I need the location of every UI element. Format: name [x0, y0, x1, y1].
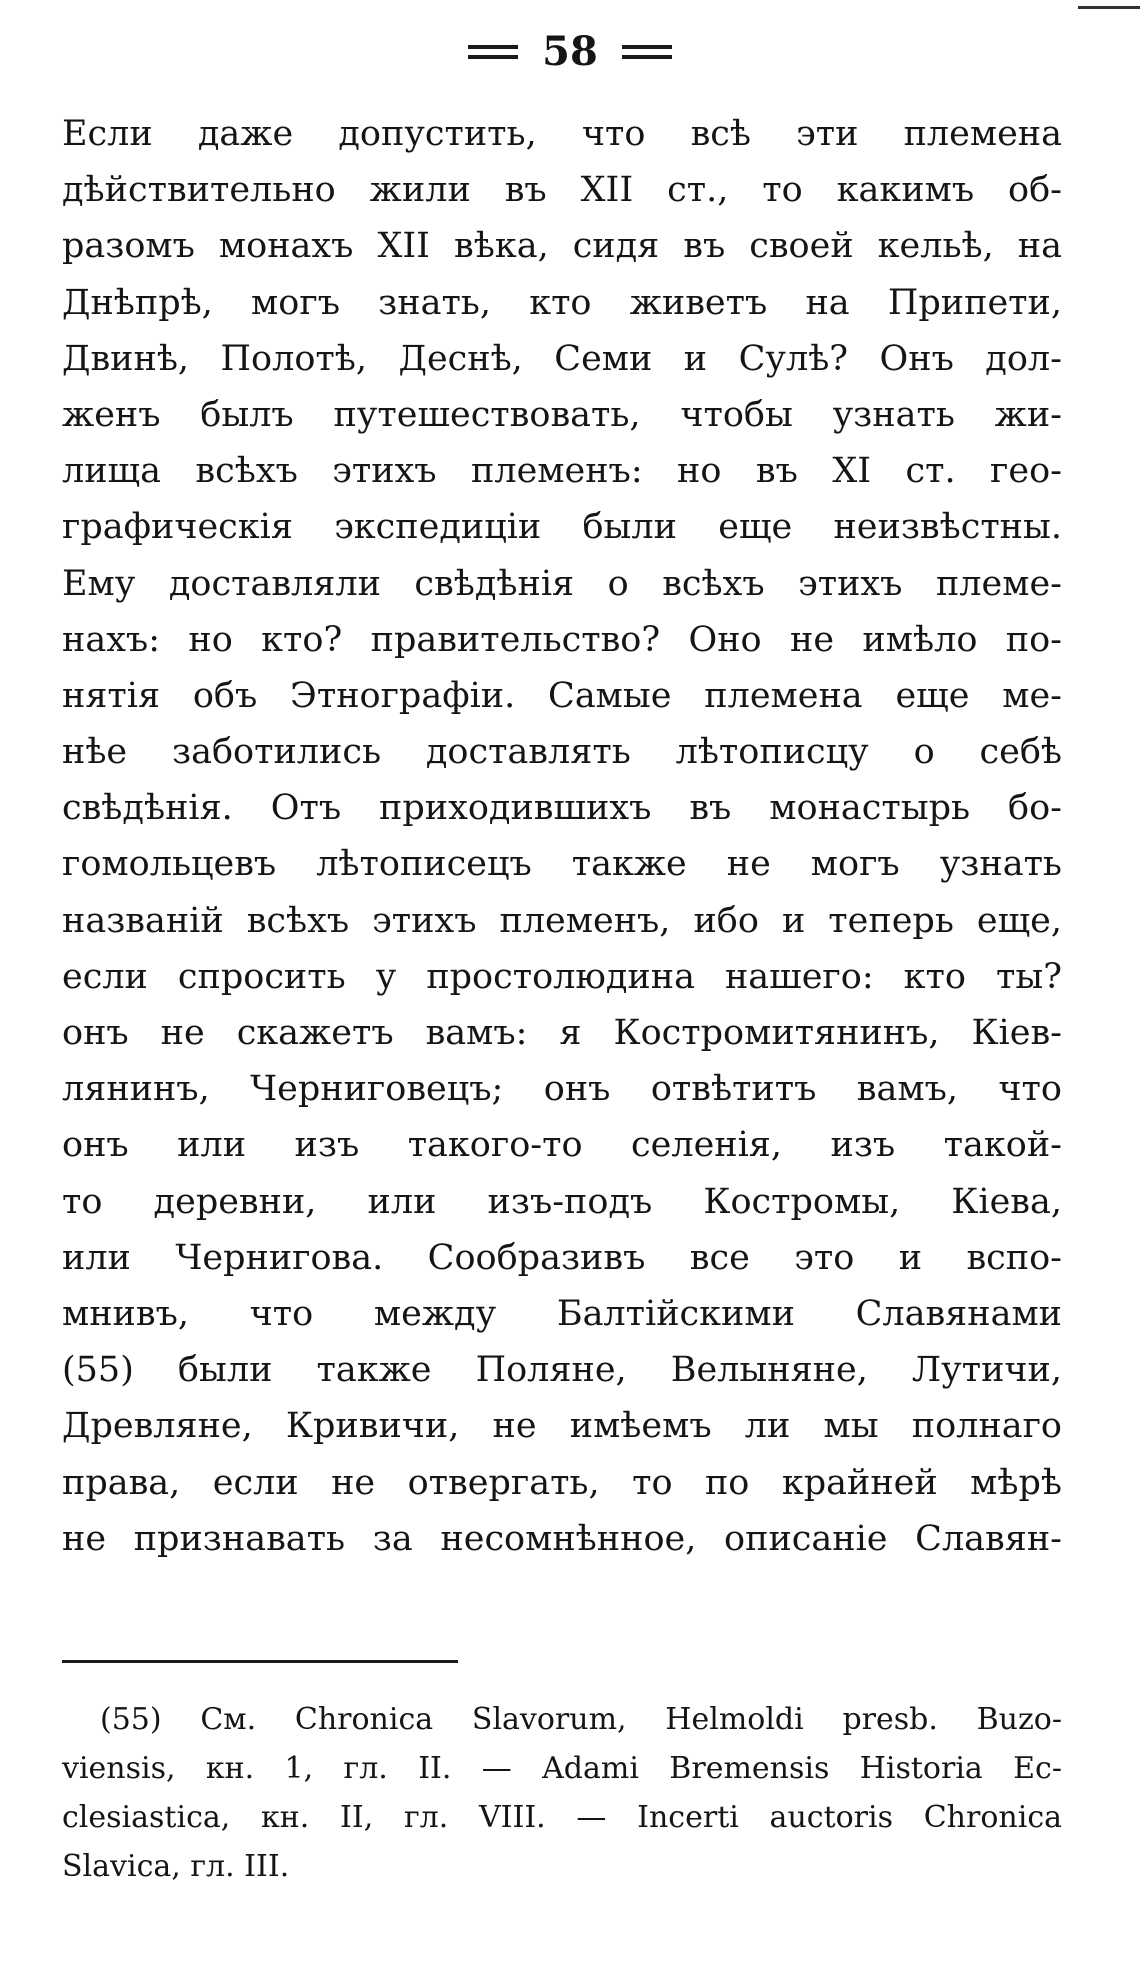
text-line: (55) были также Поляне, Велыняне, Лутичи,: [62, 1350, 1062, 1391]
text-line: свѣдѣнія. Отъ приходившихъ въ монастырь бо-: [62, 788, 1062, 829]
footnotes: [62, 1695, 1062, 1891]
text-line: не признавать за несомнѣнное, описаніе Славян-: [62, 1518, 1062, 1559]
text-line: Днѣпрѣ, могъ знать, кто живетъ на Припети,: [62, 282, 1062, 323]
text-line: онъ не скажетъ вамъ: я Костромитянинъ, Кіев-: [62, 1013, 1062, 1053]
text-line: мнивъ, что между Балтійскими Славянами: [62, 1293, 1062, 1334]
text-line: нѣе заботились доставлять лѣтописцу о себѣ: [62, 732, 1062, 773]
text-line: или Чернигова. Сообразивъ все это и вспо-: [62, 1237, 1062, 1278]
text-line: названій всѣхъ этихъ племенъ, ибо и теперь еще,: [62, 900, 1062, 941]
text-line: нятія объ Этнографіи. Самые племена еще ме-: [62, 675, 1062, 716]
page-edge-mark: [1078, 6, 1140, 9]
text-line: права, если не отвергать, то по крайней мѣрѣ: [62, 1462, 1062, 1503]
text-line: гомольцевъ лѣтописецъ также не могъ узнать: [62, 844, 1062, 885]
footnote-line: Slavica, гл. III.: [62, 1849, 290, 1884]
footnote-divider: [62, 1660, 458, 1663]
footnote-line: (55) См. Chronica Slavorum, Helmoldi presb. Buzo-: [100, 1702, 1062, 1737]
text-line: онъ или изъ такого-то селенія, изъ такой-: [62, 1125, 1062, 1166]
text-line: Ему доставляли свѣдѣнія о всѣхъ этихъ племе-: [62, 563, 1062, 604]
text-line: лянинъ, Черниговецъ; онъ отвѣтитъ вамъ, что: [62, 1069, 1062, 1110]
text-line: графическія экспедиціи были еще неизвѣстны.: [62, 507, 1062, 548]
page-number: 58: [542, 28, 598, 75]
text-line: Древляне, Кривичи, не имѣемъ ли мы полнаго: [62, 1406, 1062, 1447]
body-text: [62, 106, 1062, 1567]
text-line: дѣйствительно жили въ XII ст., то какимъ об-: [62, 170, 1062, 211]
text-line: нахъ: но кто? правительство? Оно не имѣло по-: [62, 619, 1062, 660]
text-line: женъ былъ путешествовать, чтобы узнать жи-: [62, 394, 1062, 435]
text-line: Двинѣ, Полотѣ, Деснѣ, Семи и Сулѣ? Онъ дол-: [62, 338, 1062, 379]
footnote-line: viensis, кн. 1, гл. II. — Adami Bremensis Historia Ec-: [62, 1751, 1062, 1786]
text-line: то деревни, или изъ-подъ Костромы, Кіева,: [62, 1181, 1062, 1222]
text-line: Если даже допустить, что всѣ эти племена: [62, 114, 1062, 154]
footnote-line: clesiastica, кн. II, гл. VIII. — Incerti auctoris Chronica: [62, 1800, 1062, 1835]
text-line: если спросить у простолюдина нашего: кто ты?: [62, 956, 1062, 997]
page-header: [0, 22, 1140, 82]
header-rule-left: [468, 45, 518, 59]
text-line: разомъ монахъ XII вѣка, сидя въ своей кельѣ, на: [62, 226, 1062, 267]
header-rule-right: [622, 45, 672, 59]
text-line: лища всѣхъ этихъ племенъ: но въ XI ст. гео-: [62, 451, 1062, 492]
